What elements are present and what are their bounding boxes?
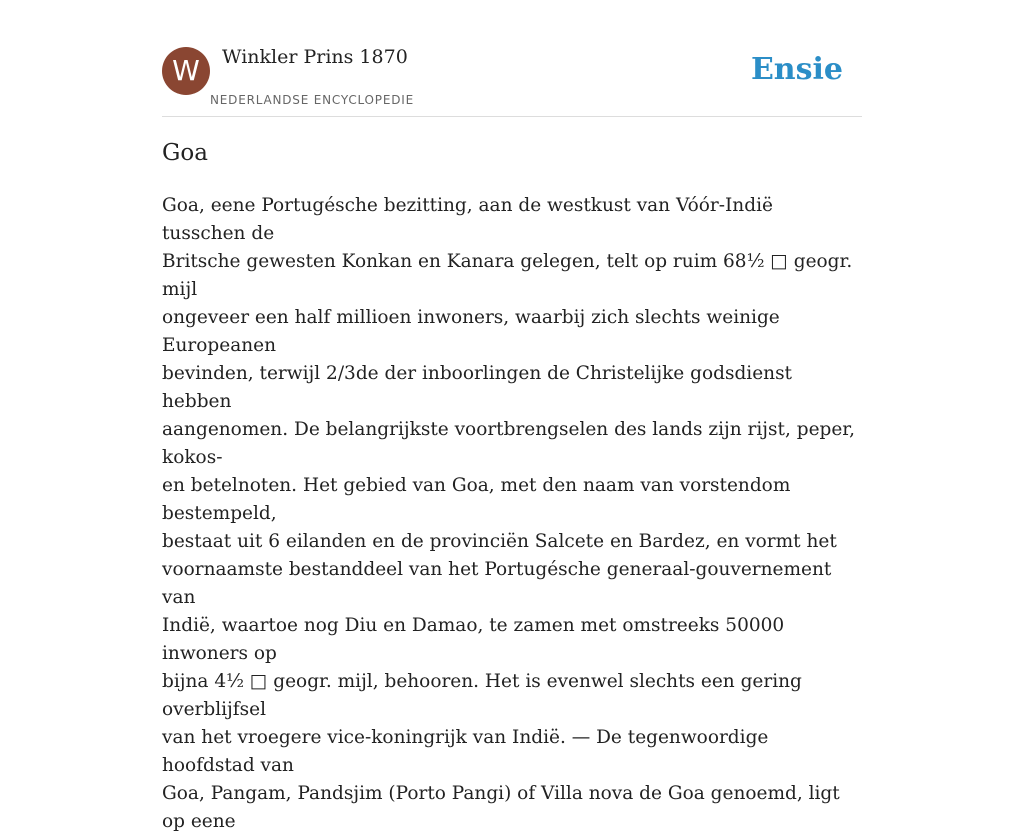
article-container bbox=[162, 0, 862, 832]
ensie-logo[interactable]: Ensie bbox=[750, 52, 843, 87]
source-subtitle: NEDERLANDSE ENCYCLOPEDIE bbox=[210, 93, 414, 107]
page-title: Goa bbox=[162, 140, 208, 166]
source-avatar[interactable]: W bbox=[162, 47, 210, 95]
source-header bbox=[162, 0, 862, 117]
source-title[interactable]: Winkler Prins 1870 bbox=[222, 46, 408, 68]
article-body: Goa, eene Portugésche bezitting, aan de westkust van Vóór-Indië tusschen de Britsche gewesten Konkan en Kanara gelegen, telt op ruim 68½ □ geogr. mijl ongeveer een half millioen inwoners, waarbij zich slechts weinige Europeanen bevinden, terwijl 2/3de der inboorlingen de Christelijke godsdienst hebben aangenomen. De belangrijkste voortbrengselen des lands zijn rijst, peper, kokos- en betelnoten. Het gebied van Goa, met den naam van vorstendom bestempeld, bestaat uit 6 eilanden en de provinciën Salcete en Bardez, en vormt het voornaamste bestanddeel van het Portugésche generaal-gouvernement van Indië, waartoe nog Diu en Damao, te zamen met omstreeks 50000 inwoners op bijna 4½ □ geogr. mijl, behooren. Het is evenwel slechts een gering overblijfsel van het vroegere vice-koningrijk van Indië. — De tegenwoordige hoofdstad van Goa, Pangam, Pandsjim (Porto Pangi) of Villa nova de Goa genoemd, ligt op eene bbox=[162, 195, 856, 832]
